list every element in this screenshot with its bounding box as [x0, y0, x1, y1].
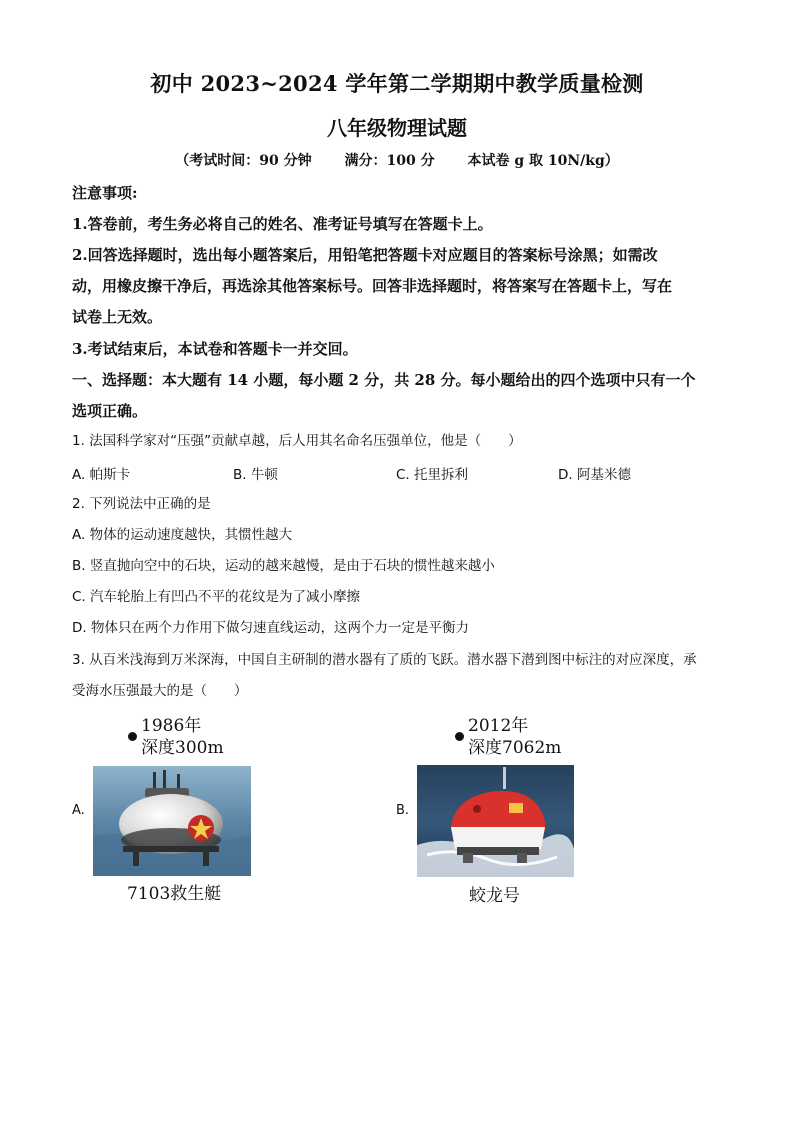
notice-item-2-line-2: 动，用橡皮擦干净后，再选涂其他答案标号。回答非选择题时，将答案写在答题卡上，写在 [72, 277, 673, 295]
q1-option-c: C. 托里拆利 [396, 467, 469, 483]
bullet-dot-icon [455, 732, 464, 741]
q3-stem-line-2: 受海水压强最大的是（ ） [72, 683, 248, 699]
q2-option-a: A. 物体的运动速度越快，其惯性越大 [72, 527, 293, 543]
section-1-line-2: 选项正确。 [72, 402, 148, 420]
q1-option-b: B. 牛顿 [233, 467, 278, 483]
notice-item-2-line-3: 试卷上无效。 [72, 308, 163, 326]
q3-b-name: 蛟龙号 [469, 886, 520, 906]
exam-time: （考试时间：90 分钟 [175, 153, 312, 169]
exam-subtitle: 八年级物理试题 [327, 116, 467, 140]
q3-b-year: 2012年 [468, 716, 529, 736]
notice-item-3: 3.考试结束后，本试卷和答题卡一并交回。 [72, 340, 358, 358]
q2-option-b: B. 竖直抛向空中的石块，运动的越来越慢，是由于石块的惯性越来越小 [72, 558, 495, 574]
q3-b-depth: 深度7062m [468, 738, 562, 758]
q3-a-depth: 深度300m [141, 738, 224, 758]
notice-heading: 注意事项: [72, 184, 138, 202]
bullet-dot-icon [128, 732, 137, 741]
notice-item-2-line-1: 2.回答选择题时，选出每小题答案后，用铅笔把答题卡对应题目的答案标号涂黑；如需改 [72, 246, 658, 264]
notice-item-1: 1.答卷前，考生务必将自己的姓名、准考证号填写在答题卡上。 [72, 215, 493, 233]
q3-a-year: 1986年 [141, 716, 202, 736]
exam-info [0, 150, 794, 170]
q3-stem-line-1: 3. 从百米浅海到万米深海，中国自主研制的潜水器有了质的飞跃。潜水器下潜到图中标注的对应深度，承 [72, 652, 697, 668]
q3-b-letter: B. [396, 803, 410, 818]
exam-score: 满分：100 分 [344, 153, 435, 169]
q2-stem: 2. 下列说法中正确的是 [72, 496, 211, 512]
q3-a-name: 7103救生艇 [127, 884, 222, 904]
q1-stem: 1. 法国科学家对“压强”贡献卓越，后人用其名命名压强单位，他是（ ） [72, 433, 522, 449]
q1-option-a: A. 帕斯卡 [72, 467, 131, 483]
q2-option-d: D. 物体只在两个力作用下做匀速直线运动，这两个力一定是平衡力 [72, 620, 469, 636]
q3-a-letter: A. [72, 803, 85, 818]
jiaolong-submersible-image [417, 765, 574, 877]
section-1-line-1: 一、选择题：本大题有 14 小题，每小题 2 分，共 28 分。每小题给出的四个选项中只有一个 [72, 371, 696, 389]
q2-option-c: C. 汽车轮胎上有凹凸不平的花纹是为了减小摩擦 [72, 589, 361, 605]
q1-option-d: D. 阿基米德 [558, 467, 631, 483]
exam-g-value: 本试卷 g 取 10N/kg） [467, 153, 619, 169]
rescue-submarine-image [93, 766, 251, 876]
exam-title: 初中 2023~2024 学年第二学期期中教学质量检测 [150, 71, 644, 96]
